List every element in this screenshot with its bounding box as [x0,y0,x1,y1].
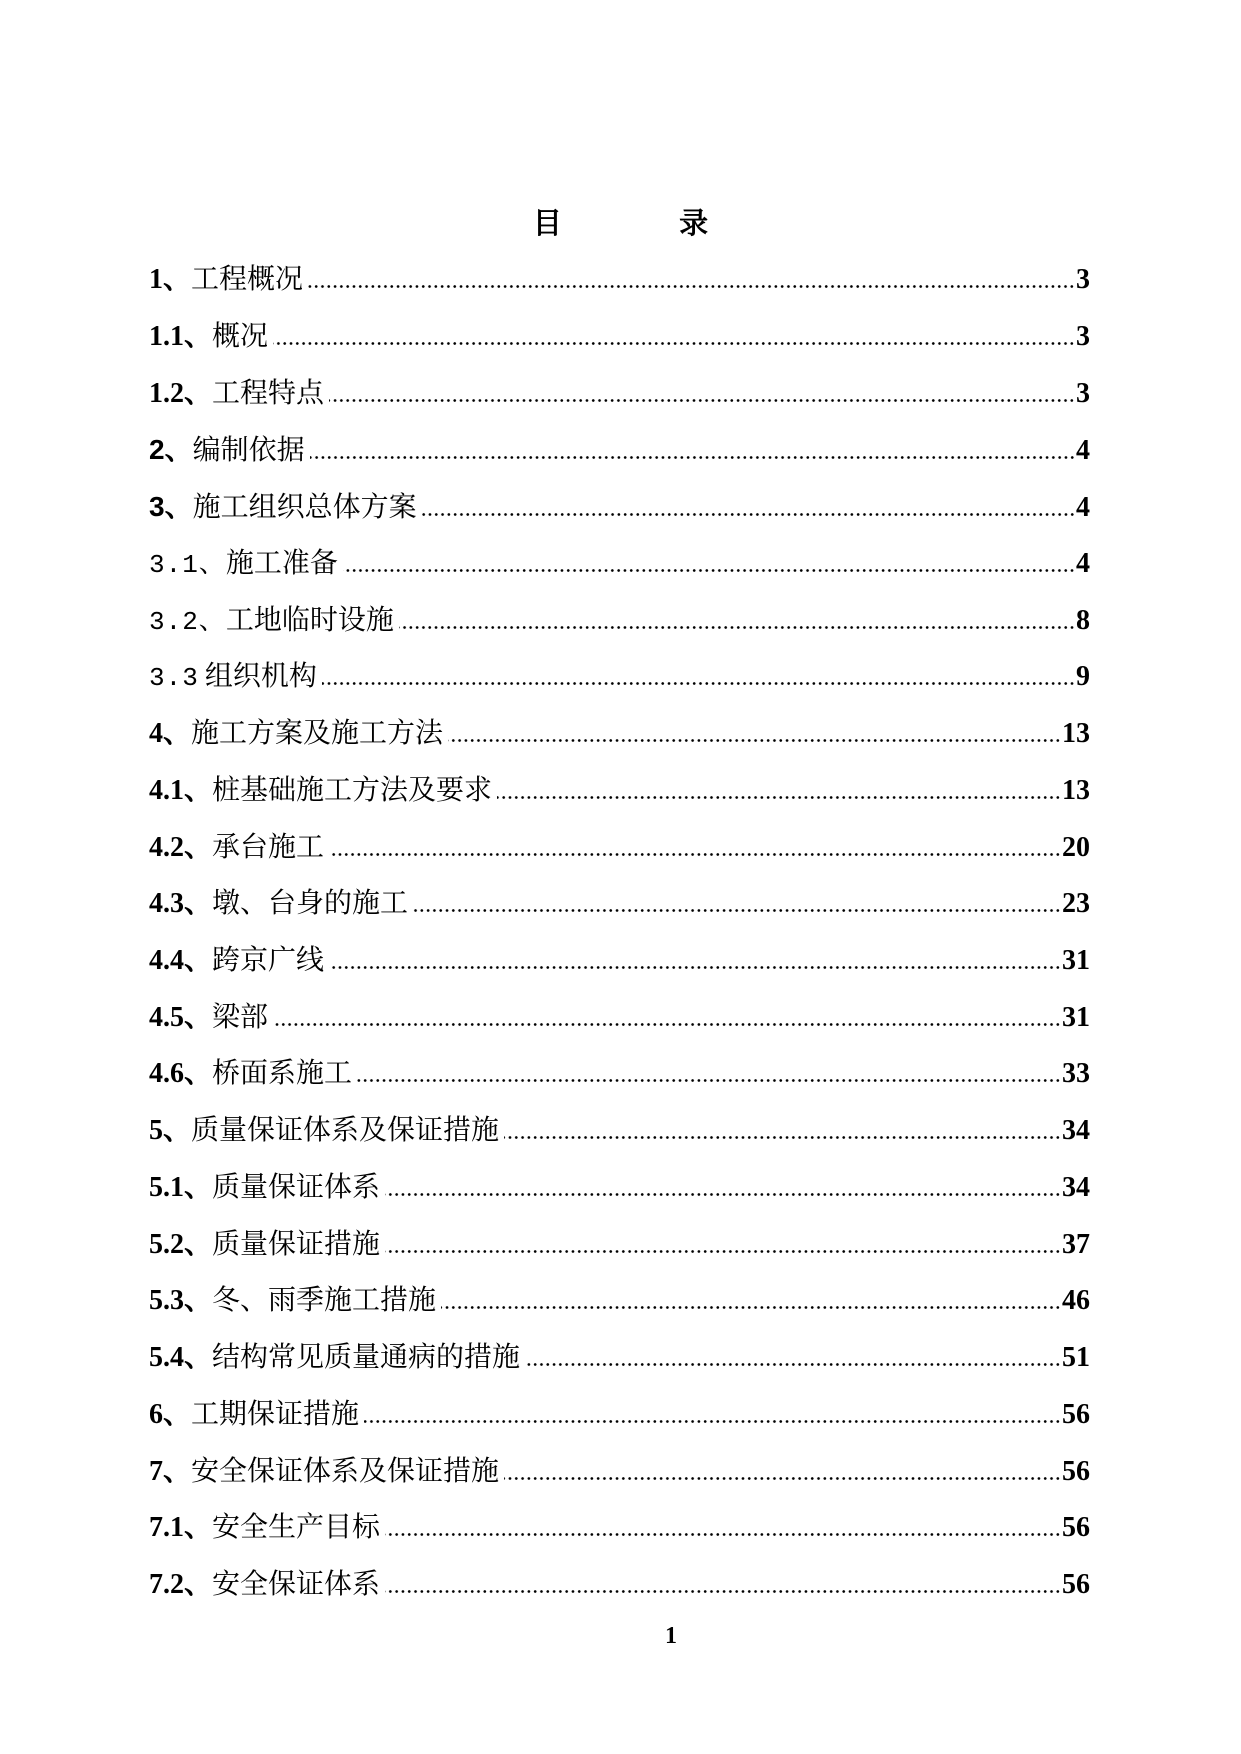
toc-entry-number: 5、 [149,1115,192,1147]
toc-entry-page-number: 3 [1076,377,1090,409]
toc-entry-label [149,1387,359,1444]
toc-entry-title: 工期保证措施 [191,1398,360,1430]
toc-entry[interactable] [149,763,1090,820]
toc-entry[interactable] [149,1387,1090,1444]
toc-entry[interactable] [149,1500,1090,1557]
toc-entry-number: 7、 [149,1455,192,1487]
toc-dot-leader [385,1250,1061,1253]
toc-entry-label [149,479,417,537]
toc-entry-number: 4.2、 [149,831,213,863]
toc-entry-page-number: 23 [1062,888,1090,920]
toc-entry-number: 5.4、 [149,1342,213,1374]
toc-entry-page-number: 37 [1062,1228,1090,1260]
toc-dot-leader [399,626,1075,629]
toc-entry-page-number: 56 [1062,1455,1090,1487]
toc-entry[interactable] [149,1444,1090,1501]
toc-entry-number: 7.2、 [149,1569,213,1601]
toc-entry-title: 墩、台身的施工 [212,888,409,920]
toc-entry-title: 结构常见质量通病的措施 [212,1342,521,1374]
toc-entry-title: 跨京广线 [212,945,325,976]
toc-entry-title: 工程概况 [191,264,304,296]
toc-entry[interactable] [149,820,1090,877]
toc-entry-label [149,1046,352,1103]
toc-dot-leader [497,796,1061,799]
toc-entry-number: 3.2、 [149,606,226,637]
toc-entry-number: 4.1、 [149,774,213,806]
toc-dot-leader [385,1193,1061,1196]
toc-dot-leader [525,1363,1061,1366]
toc-entry-label [149,536,338,594]
toc-entry-number: 1、 [149,264,192,296]
toc-entry-title: 概况 [212,320,269,352]
toc-entry-number: 6、 [149,1398,192,1430]
toc-entry-title: 质量保证体系及保证措施 [191,1115,500,1147]
toc-entry-label [149,649,317,707]
toc-entry[interactable] [149,706,1090,763]
toc-entry[interactable] [149,1160,1090,1217]
toc-entry-number: 3.1、 [149,549,226,580]
toc-entry-page-number: 13 [1062,718,1090,750]
toc-heading: 目 录 [532,208,709,240]
toc-entry-page-number: 56 [1062,1569,1090,1601]
toc-dot-leader [385,1533,1061,1536]
toc-dot-leader [357,1079,1061,1082]
toc-entry-page-number: 56 [1062,1398,1090,1430]
toc-entry-number: 5.2、 [149,1228,213,1260]
toc-dot-leader [329,399,1075,402]
toc-entry[interactable] [149,252,1090,309]
page-number: 1 [665,1623,677,1649]
toc-entry-page-number: 4 [1076,435,1090,467]
toc-dot-leader [441,1306,1061,1309]
toc-entry-page-number: 31 [1062,1001,1090,1033]
toc-dot-leader [422,513,1075,516]
toc-entry-label [149,876,408,933]
toc-entry-title: 承台施工 [212,831,325,863]
toc-entry-page-number: 20 [1062,831,1090,863]
toc-entry-title: 工程特点 [212,377,325,409]
toc-entry-label [149,1103,499,1160]
toc-entry-title: 组织机构 [204,661,317,693]
toc-entry-label [149,820,324,877]
toc-dot-leader [273,1023,1061,1026]
toc-dot-leader [322,682,1075,685]
toc-entry-label [149,1444,499,1501]
toc-entry-title: 施工准备 [225,547,338,579]
toc-entry[interactable] [149,990,1090,1047]
toc-dot-leader [504,1136,1061,1139]
toc-entry-page-number: 4 [1076,492,1090,524]
toc-entry[interactable] [149,536,1090,593]
toc-entry-number: 4.5、 [149,1001,213,1033]
toc-entry-page-number: 51 [1062,1342,1090,1374]
toc-dot-leader [448,739,1061,742]
toc-entry-number: 4.3、 [149,888,213,920]
toc-entry-page-number: 31 [1062,945,1090,976]
toc-entry-title: 梁部 [212,1001,269,1033]
toc-entry[interactable] [149,479,1090,536]
toc-dot-leader [385,1590,1061,1593]
toc-entry-title: 质量保证措施 [212,1228,381,1260]
toc-entry-title: 施工组织总体方案 [192,492,417,524]
toc-entry[interactable] [149,593,1090,650]
toc-entry-label [149,1557,380,1614]
toc-entry-title: 编制依据 [192,435,305,467]
toc-dot-leader [329,966,1061,969]
toc-entry[interactable] [149,1557,1090,1614]
toc-entry-number: 3、 [149,491,193,523]
toc-entry-title: 冬、雨季施工措施 [212,1285,437,1317]
toc-dot-leader [504,1477,1061,1480]
toc-entry[interactable] [149,933,1090,990]
toc-entry-number: 5.1、 [149,1171,213,1203]
toc-entry-title: 质量保证体系 [212,1171,381,1203]
toc-entry-title: 桩基础施工方法及要求 [212,774,493,806]
toc-entry-label [149,706,443,763]
toc-entry-label [149,990,268,1047]
toc-entry[interactable] [149,1273,1090,1330]
toc-entry-page-number: 9 [1076,661,1090,693]
toc-entry[interactable] [149,1330,1090,1387]
toc-entry-label [149,1500,380,1557]
toc-entry-number: 7.1、 [149,1512,213,1544]
toc-dot-leader [329,853,1061,856]
toc-entry-title: 安全保证体系及保证措施 [191,1455,500,1487]
toc-entry-label [149,422,305,480]
toc-dot-leader [413,909,1061,912]
toc-entry-page-number: 34 [1062,1115,1090,1147]
toc-entry-page-number: 3 [1076,320,1090,352]
toc-entry-label [149,933,324,990]
toc-entry[interactable] [149,649,1090,706]
toc-entry[interactable] [149,1046,1090,1103]
toc-entry-label [149,1330,520,1387]
toc-dot-leader [273,342,1075,345]
toc-entry-page-number: 3 [1076,264,1090,296]
toc-entry-title: 安全保证体系 [212,1569,381,1601]
toc-entry[interactable] [149,1103,1090,1160]
toc-entry[interactable] [149,876,1090,933]
toc-entry-label [149,1273,436,1330]
toc-entry-page-number: 33 [1062,1058,1090,1090]
toc-entry-number: 4.6、 [149,1058,213,1090]
toc-entry[interactable] [149,1217,1090,1274]
toc-entry-label [149,1160,380,1217]
toc-entry-title: 桥面系施工 [212,1058,353,1090]
toc-entry-label [149,309,268,366]
toc-entry-number: 1.2、 [149,377,213,409]
toc-entry-label [149,763,492,820]
toc-entry[interactable] [149,422,1090,479]
toc-entry-number: 3.3 [149,663,199,694]
toc-list [149,252,1090,1614]
toc-entry-page-number: 56 [1062,1512,1090,1544]
toc-dot-leader [310,456,1075,459]
toc-entry-label [149,366,324,423]
toc-entry-number: 2、 [149,434,193,466]
toc-entry-title: 安全生产目标 [212,1512,381,1544]
toc-entry-number: 1.1、 [149,320,213,352]
toc-dot-leader [308,285,1075,288]
toc-entry[interactable] [149,309,1090,366]
toc-entry-title: 施工方案及施工方法 [191,718,444,750]
toc-entry-label [149,1217,380,1274]
toc-entry-page-number: 46 [1062,1285,1090,1317]
toc-dot-leader [364,1420,1061,1423]
toc-entry-page-number: 34 [1062,1171,1090,1203]
toc-entry-page-number: 13 [1062,774,1090,806]
toc-entry[interactable] [149,366,1090,423]
toc-entry-number: 4.4、 [149,945,213,976]
toc-entry-label [149,593,394,651]
toc-entry-number: 4、 [149,718,192,750]
toc-entry-number: 5.3、 [149,1285,213,1317]
toc-dot-leader [343,569,1075,572]
toc-entry-page-number: 4 [1076,547,1090,579]
toc-entry-label [149,252,303,309]
toc-entry-title: 工地临时设施 [225,604,394,636]
toc-entry-page-number: 8 [1076,604,1090,636]
